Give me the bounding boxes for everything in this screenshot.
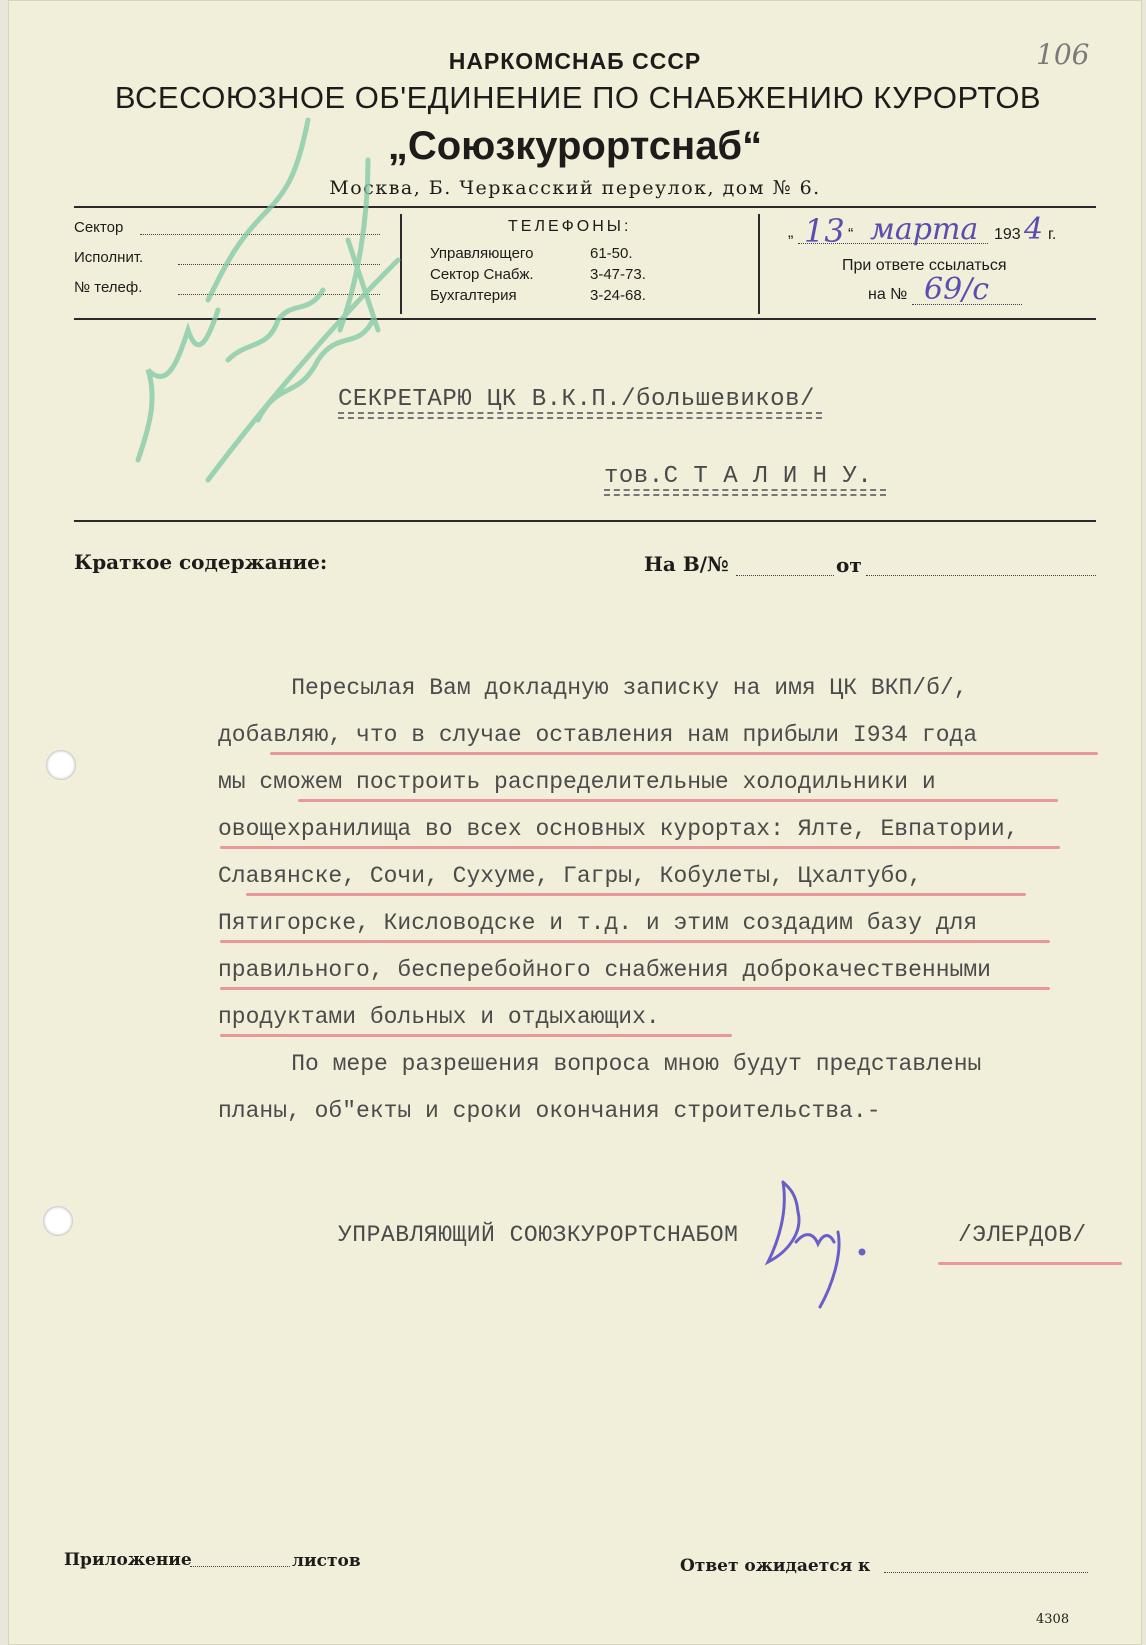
body-line-1: Пересылая Вам докладную записку на имя ЦК ВКП/б/, bbox=[236, 675, 968, 701]
body-line-3: мы сможем построить распределительные холодильники и bbox=[218, 769, 936, 795]
letterhead-ministry: НАРКОМСНАБ СССР bbox=[448, 48, 702, 74]
red-underline-5 bbox=[220, 940, 1050, 943]
punch-hole-top bbox=[46, 750, 76, 780]
signatory-red-underline bbox=[938, 1262, 1122, 1265]
date-month: марта bbox=[870, 212, 979, 247]
punch-hole-bottom bbox=[43, 1206, 73, 1236]
attachment-label: Приложение bbox=[64, 1550, 192, 1570]
date-day: 13 bbox=[804, 212, 845, 250]
archive-number: 106 bbox=[1036, 38, 1090, 71]
reply-ref-label: При ответе ссылаться bbox=[842, 257, 1007, 274]
red-underline-4 bbox=[246, 893, 1026, 896]
addressee-line-2-underline bbox=[604, 489, 886, 496]
red-underline-7 bbox=[220, 1034, 732, 1037]
reply-no-value: 69/с bbox=[924, 272, 990, 307]
signatory-title: УПРАВЛЯЮЩИЙ СОЮЗКУРОРТСНАБОМ bbox=[338, 1222, 739, 1248]
body-line-6: Пятигорске, Кисловодске и т.д. и этим создадим базу для bbox=[218, 910, 978, 936]
red-underline-3 bbox=[220, 846, 1060, 849]
reply-no-line bbox=[912, 304, 1022, 305]
letterhead-name: „Союзкурортснаб“ bbox=[387, 124, 763, 168]
letterhead-organization: ВСЕСОЮЗНОЕ ОБ'ЕДИНЕНИЕ ПО СНАБЖЕНИЮ КУРОРТОВ bbox=[114, 80, 1042, 115]
body-line-8: продуктами больных и отдыхающих. bbox=[218, 1004, 660, 1030]
summary-from-line bbox=[866, 575, 1096, 576]
document-page bbox=[8, 0, 1142, 1645]
green-resolution-mark bbox=[118, 100, 448, 520]
body-line-4: овощехранилища во всех основных курортах: Ялте, Евпатории, bbox=[218, 816, 1019, 842]
summary-ref-label: На В/№ bbox=[644, 552, 729, 576]
red-underline-1 bbox=[270, 752, 1098, 755]
summary-from-label: от bbox=[836, 553, 862, 577]
letterhead-address: Москва, Б. Черкасский переулок, дом № 6. bbox=[329, 177, 821, 199]
body-line-9: По мере разрешения вопроса мною будут представлены bbox=[236, 1051, 982, 1077]
date-open-quote: „ bbox=[788, 224, 794, 241]
reply-expected-label: Ответ ожидается к bbox=[680, 1556, 871, 1576]
red-underline-6 bbox=[220, 987, 1050, 990]
phone-label: № телеф. bbox=[74, 279, 143, 296]
phone-name-3: Бухгалтерия bbox=[430, 287, 517, 304]
summary-label: Краткое содержание: bbox=[74, 550, 328, 574]
body-line-2: добавляю, что в случае оставления нам прибыли I934 года bbox=[218, 722, 978, 748]
sector-label: Сектор bbox=[74, 219, 124, 236]
addressee-line-2: тов.С Т А Л И Н У. bbox=[604, 463, 873, 490]
phone-number-3: 3-24-68. bbox=[590, 287, 646, 304]
body-line-5: Славянске, Сочи, Сухуме, Гагры, Кобулеты, Цхалтубо, bbox=[218, 863, 922, 889]
date-line bbox=[798, 243, 988, 244]
year-suffix: г. bbox=[1048, 226, 1057, 243]
date-close-quote: “ bbox=[848, 226, 854, 243]
handwritten-signature bbox=[758, 1172, 878, 1312]
executor-label: Исполнит. bbox=[74, 249, 144, 266]
summary-rule bbox=[74, 520, 1096, 522]
addressee-line-1: СЕКРЕТАРЮ ЦК В.К.П./большевиков/ bbox=[338, 386, 815, 413]
form-number: 4308 bbox=[1036, 1612, 1070, 1627]
summary-ref-line bbox=[736, 575, 834, 576]
red-underline-2 bbox=[298, 799, 1058, 802]
year-prefix: 193 bbox=[994, 226, 1021, 243]
phone-name-1: Управляющего bbox=[430, 245, 534, 262]
body-line-10: планы, об"екты и сроки окончания строительства.- bbox=[218, 1098, 881, 1124]
addressee-line-1-underline bbox=[338, 412, 822, 419]
reply-no-label: на № bbox=[868, 286, 908, 303]
sheets-label: листов bbox=[292, 1551, 361, 1571]
year-digit: 4 bbox=[1024, 212, 1044, 247]
body-line-7: правильного, бесперебойного снабжения доброкачественными bbox=[218, 957, 991, 983]
reply-expected-line bbox=[884, 1572, 1088, 1573]
phone-name-2: Сектор Снабж. bbox=[430, 266, 534, 283]
signatory-name: /ЭЛЕРДОВ/ bbox=[958, 1222, 1087, 1248]
phone-number-2: 3-47-73. bbox=[590, 266, 646, 283]
phones-title: ТЕЛЕФОНЫ: bbox=[508, 218, 632, 235]
phone-number-1: 61-50. bbox=[590, 245, 633, 262]
attachment-line bbox=[190, 1566, 290, 1567]
header-divider-2 bbox=[758, 214, 760, 314]
